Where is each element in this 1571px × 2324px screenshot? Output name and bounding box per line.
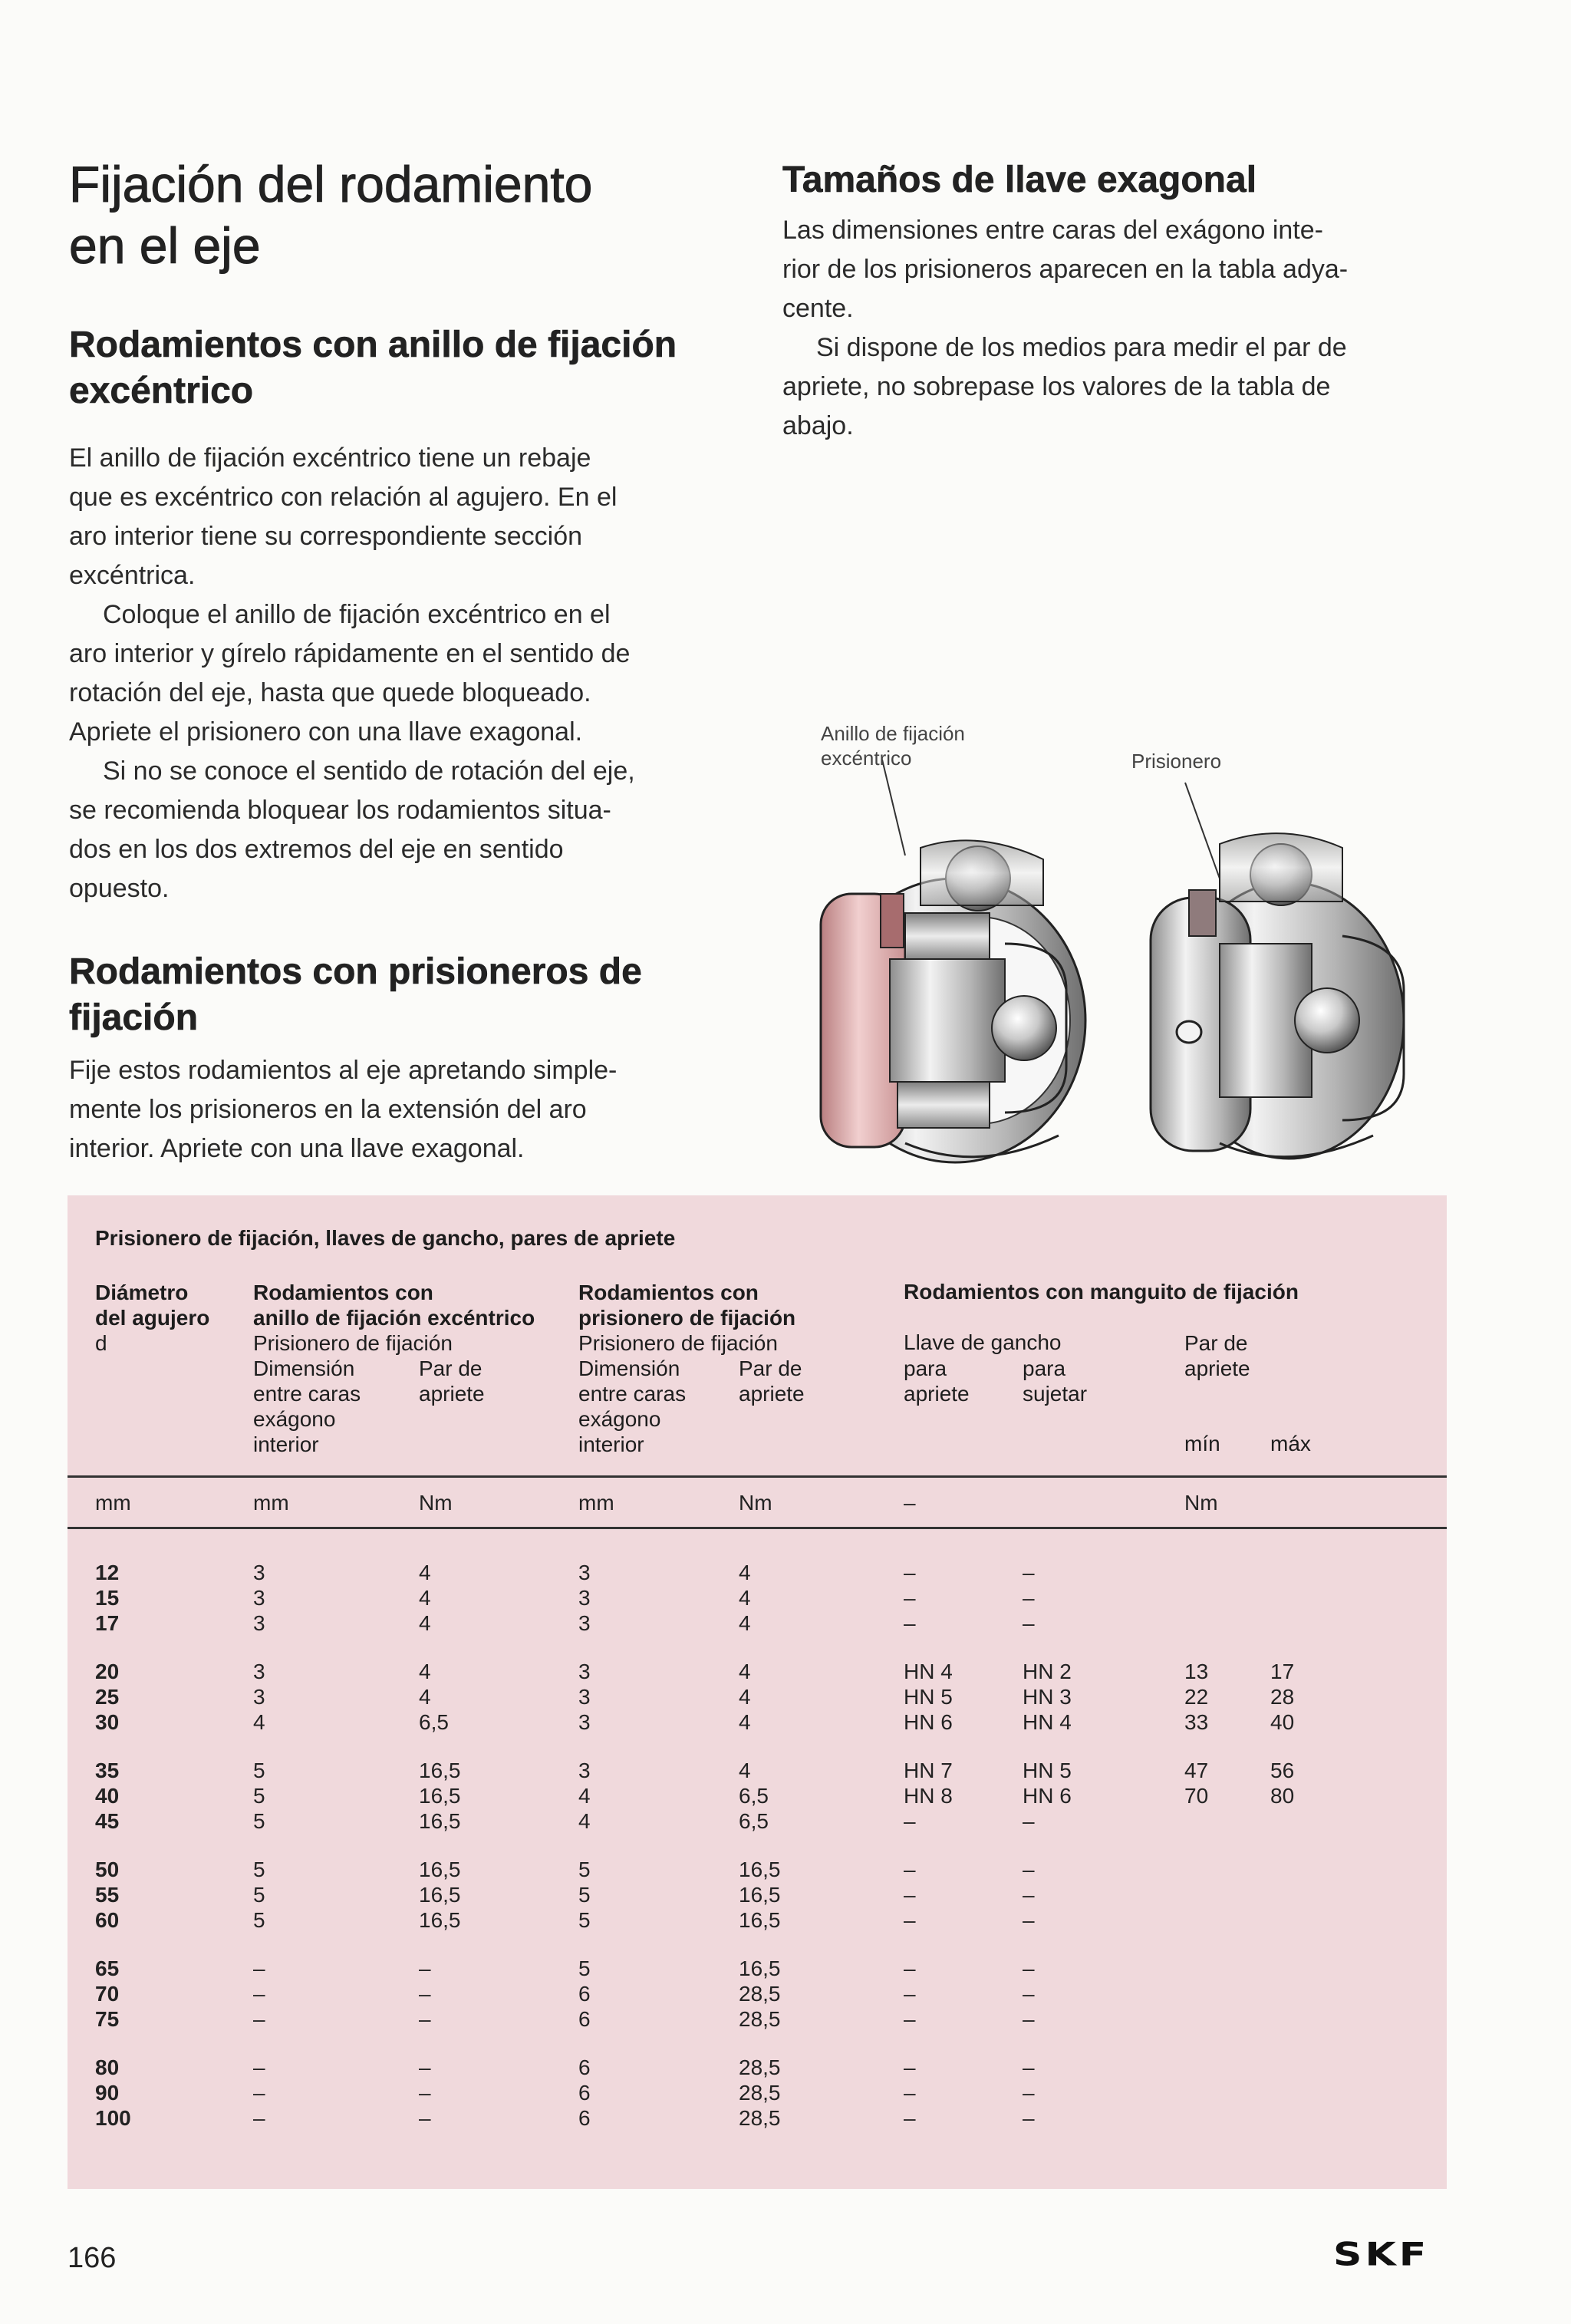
table-cell: –: [1023, 1883, 1035, 1907]
table-cell: 4: [578, 1809, 591, 1833]
table-cell: –: [1023, 2055, 1035, 2079]
header-grub-torque: [739, 1356, 805, 1406]
table-cell: –: [419, 1956, 431, 1980]
header-line: para: [1023, 1356, 1066, 1380]
table-cell: –: [1023, 2081, 1035, 2105]
header-line: del agujero: [95, 1306, 210, 1330]
table-cell: –: [253, 2081, 265, 2105]
table-cell: HN 4: [1023, 1710, 1072, 1734]
table-cell: 4: [419, 1586, 431, 1610]
table-cell: HN 3: [1023, 1685, 1072, 1709]
table-cell: –: [253, 2055, 265, 2079]
table-cell: 16,5: [419, 1784, 461, 1808]
table-cell: 28,5: [739, 2106, 781, 2130]
table-cell: –: [253, 2106, 265, 2130]
table-cell: 12: [95, 1561, 120, 1584]
table-cell: 75: [95, 2007, 120, 2031]
unit-cell: mm: [578, 1491, 614, 1515]
table-cell: 4: [419, 1561, 431, 1584]
table-cell: –: [904, 2007, 916, 2031]
header-line: exágono: [578, 1407, 661, 1431]
table-cell: HN 6: [904, 1710, 953, 1734]
header-line: apriete: [904, 1382, 970, 1406]
header-eccentric-torque: [419, 1356, 485, 1406]
paragraph: [69, 752, 736, 908]
table-cell: –: [1023, 1858, 1035, 1881]
table-cell: –: [1023, 2007, 1035, 2031]
table-cell: 17: [95, 1611, 120, 1635]
page-number: 166: [68, 2242, 117, 2274]
table-cell: HN 2: [1023, 1660, 1072, 1683]
table-cell: 6: [578, 2106, 591, 2130]
table-cell: 40: [95, 1784, 120, 1808]
title-line: en el eje: [69, 217, 261, 274]
table-cell: 16,5: [739, 1908, 781, 1932]
table-cell: 16,5: [419, 1759, 461, 1782]
table-cell: 6: [578, 2055, 591, 2079]
callout-eccentric-collar: [821, 721, 965, 770]
callout-line: Anillo de fijación: [821, 722, 965, 745]
text-line: Las dimensiones entre caras del exágono inte-: [782, 216, 1323, 245]
table-cell: 30: [95, 1710, 120, 1734]
table-cell: 6,5: [739, 1784, 769, 1808]
text-line: Si dispone de los medios para medir el par de: [816, 333, 1347, 362]
table-cell: 50: [95, 1858, 120, 1881]
table-title: Prisionero de fijación, llaves de gancho, pares de apriete: [95, 1226, 676, 1250]
unit-cell: –: [904, 1491, 916, 1515]
header-line: Diámetro: [95, 1281, 189, 1304]
table-cell: –: [904, 1858, 916, 1881]
callout-line: excéntrico: [821, 747, 912, 770]
table-cell: 15: [95, 1586, 120, 1610]
section-body-grub-screws: [69, 1051, 736, 1169]
header-line: entre caras: [253, 1382, 361, 1406]
table-cell: 3: [578, 1759, 591, 1782]
page-title: [69, 153, 759, 276]
header-line: Prisionero de fijación: [253, 1331, 453, 1355]
bearing-eccentric-collar: [821, 840, 1085, 1162]
header-line: apriete: [419, 1382, 485, 1406]
table-cell: 16,5: [739, 1956, 781, 1980]
heading-line: Rodamientos con anillo de fijación: [69, 325, 677, 365]
table-cell: 3: [578, 1611, 591, 1635]
paragraph: [69, 595, 736, 752]
header-rule: [68, 1475, 1447, 1478]
table-cell: 3: [253, 1586, 265, 1610]
table-cell: 16,5: [419, 1908, 461, 1932]
table-cell: 3: [253, 1660, 265, 1683]
table-cell: 35: [95, 1759, 120, 1782]
table-cell: –: [904, 2081, 916, 2105]
table-cell: 4: [419, 1611, 431, 1635]
unit-cell: mm: [95, 1491, 131, 1515]
table-cell: 6: [578, 1982, 591, 2006]
text-line: opuesto.: [69, 874, 170, 903]
table-cell: 5: [578, 1956, 591, 1980]
unit-cell: Nm: [1184, 1491, 1218, 1515]
table-cell: 3: [253, 1685, 265, 1709]
table-cell: –: [1023, 1982, 1035, 2006]
table-cell: 65: [95, 1956, 120, 1980]
text-line: El anillo de fijación excéntrico tiene un rebaje: [69, 443, 591, 473]
table-cell: –: [419, 2081, 431, 2105]
table-cell: 5: [253, 1858, 265, 1881]
table-cell: 16,5: [739, 1858, 781, 1881]
callout-grub-screw: Prisionero: [1131, 750, 1222, 773]
table-cell: –: [904, 1561, 916, 1584]
table-cell: 28,5: [739, 2055, 781, 2079]
paragraph: [782, 328, 1457, 446]
table-cell: 28,5: [739, 2081, 781, 2105]
heading-line: fijación: [69, 997, 199, 1038]
header-line: sujetar: [1023, 1382, 1088, 1406]
table-cell: 28,5: [739, 1982, 781, 2006]
table-cell: 5: [253, 1784, 265, 1808]
table-cell: 28,5: [739, 2007, 781, 2031]
text-line: abajo.: [782, 411, 854, 440]
table-cell: 80: [95, 2055, 120, 2079]
table-cell: –: [1023, 1561, 1035, 1584]
table-cell: 5: [578, 1858, 591, 1881]
table-cell: 55: [95, 1883, 120, 1907]
table-cell: –: [253, 2007, 265, 2031]
table-cell: 4: [739, 1759, 751, 1782]
table-cell: 5: [578, 1908, 591, 1932]
table-cell: 16,5: [739, 1883, 781, 1907]
table-cell: –: [1023, 1956, 1035, 1980]
table-cell: 100: [95, 2106, 131, 2130]
header-line: interior: [253, 1432, 319, 1456]
header-line: para: [904, 1356, 947, 1380]
table-cell: –: [253, 1956, 265, 1980]
table-cell: –: [1023, 1586, 1035, 1610]
header-line: entre caras: [578, 1382, 687, 1406]
table-cell: HN 4: [904, 1660, 953, 1683]
section-body-hex-key: [782, 211, 1457, 446]
table-cell: –: [904, 2106, 916, 2130]
table-cell: 20: [95, 1660, 120, 1683]
table-cell: 4: [253, 1710, 265, 1734]
table-cell: 4: [739, 1586, 751, 1610]
table-cell: 5: [253, 1759, 265, 1782]
header-line: Dimensión: [578, 1356, 680, 1380]
table-cell: 4: [739, 1710, 751, 1734]
table-cell: 3: [578, 1586, 591, 1610]
table-cell: 80: [1270, 1784, 1295, 1808]
header-line: interior: [578, 1432, 644, 1456]
text-line: interior. Apriete con una llave exagonal.: [69, 1134, 525, 1163]
table-cell: 70: [95, 1982, 120, 2006]
section-heading-hex-key: Tamaños de llave exagonal: [782, 160, 1257, 200]
bearing-grub-screw: [1151, 833, 1404, 1159]
text-line: dos en los dos extremos del eje en sentido: [69, 835, 564, 864]
heading-line: excéntrico: [69, 371, 254, 411]
title-line: Fijación del rodamiento: [69, 156, 593, 213]
header-max: máx: [1270, 1432, 1311, 1455]
table-cell: 60: [95, 1908, 120, 1932]
table-cell: –: [904, 1883, 916, 1907]
table-cell: 4: [739, 1611, 751, 1635]
table-cell: 33: [1184, 1710, 1209, 1734]
paragraph: [782, 211, 1457, 328]
text-line: cente.: [782, 294, 854, 323]
table-cell: –: [419, 1982, 431, 2006]
table-cell: HN 6: [1023, 1784, 1072, 1808]
unit-cell: Nm: [739, 1491, 772, 1515]
table-cell: –: [904, 1586, 916, 1610]
header-hook-wrench: Llave de gancho: [904, 1330, 1062, 1354]
table-cell: –: [419, 2055, 431, 2079]
table-cell: 4: [739, 1660, 751, 1683]
header-line: Prisionero de fijación: [578, 1331, 778, 1355]
text-line: rior de los prisioneros aparecen en la tabla adya-: [782, 255, 1349, 284]
table-cell: 22: [1184, 1685, 1209, 1709]
table-cell: 56: [1270, 1759, 1295, 1782]
table-cell: 47: [1184, 1759, 1209, 1782]
table-cell: –: [1023, 1908, 1035, 1932]
table-cell: –: [904, 1956, 916, 1980]
table-cell: 6,5: [739, 1809, 769, 1833]
table-cell: 13: [1184, 1660, 1209, 1683]
table-cell: 3: [578, 1660, 591, 1683]
table-cell: 70: [1184, 1784, 1209, 1808]
heading-line: Rodamientos con prisioneros de: [69, 951, 642, 992]
paragraph: [69, 439, 736, 595]
section-body-eccentric: [69, 439, 736, 908]
table-cell: HN 5: [904, 1685, 953, 1709]
table-cell: 6,5: [419, 1710, 449, 1734]
skf-logo: SKF: [1333, 2237, 1430, 2273]
section-heading-grub-screws: [69, 949, 759, 1041]
text-line: Coloque el anillo de fijación excéntrico en el: [103, 600, 611, 629]
table-cell: HN 7: [904, 1759, 953, 1782]
table-cell: HN 8: [904, 1784, 953, 1808]
text-line: que es excéntrico con relación al agujero. En el: [69, 483, 618, 512]
table-cell: 3: [578, 1710, 591, 1734]
table-cell: –: [1023, 1809, 1035, 1833]
header-line: apriete: [739, 1382, 805, 1406]
table-cell: HN 5: [1023, 1759, 1072, 1782]
text-line: aro interior tiene su correspondiente sección: [69, 522, 583, 551]
table-cell: 3: [253, 1561, 265, 1584]
header-line: Par de: [419, 1356, 482, 1380]
text-line: se recomienda bloquear los rodamientos situa-: [69, 796, 611, 825]
header-sleeve-torque: [1184, 1330, 1250, 1381]
table-cell: 45: [95, 1809, 120, 1833]
table-cell: 17: [1270, 1660, 1295, 1683]
header-line: exágono: [253, 1407, 336, 1431]
header-line: apriete: [1184, 1356, 1250, 1380]
table-cell: –: [904, 2055, 916, 2079]
table-cell: –: [904, 1809, 916, 1833]
table-cell: –: [1023, 2106, 1035, 2130]
header-line: Par de: [739, 1356, 802, 1380]
table-cell: 6: [578, 2081, 591, 2105]
table-cell: 5: [253, 1809, 265, 1833]
specification-table: [68, 1195, 1447, 2189]
unit-cell: mm: [253, 1491, 289, 1515]
table-cell: 90: [95, 2081, 120, 2105]
table-cell: –: [904, 1908, 916, 1932]
text-line: apriete, no sobrepase los valores de la tabla de: [782, 372, 1331, 401]
header-min: mín: [1184, 1432, 1220, 1455]
header-line: Dimensión: [253, 1356, 355, 1380]
text-line: excéntrica.: [69, 561, 196, 590]
table-cell: –: [253, 1982, 265, 2006]
table-cell: 3: [578, 1685, 591, 1709]
text-line: Fije estos rodamientos al eje apretando simple-: [69, 1056, 618, 1085]
header-for-hold: [1023, 1356, 1087, 1406]
header-for-tighten: [904, 1356, 970, 1406]
table-cell: –: [904, 1611, 916, 1635]
table-cell: –: [419, 2106, 431, 2130]
table-cell: 4: [739, 1685, 751, 1709]
units-rule: [68, 1527, 1447, 1529]
table-cell: 16,5: [419, 1858, 461, 1881]
bearing-drawings: [790, 714, 1442, 1174]
header-grub-hex: [578, 1356, 686, 1457]
bearing-illustration: [790, 714, 1442, 1174]
leader-line: [1185, 783, 1220, 879]
table-cell: 25: [95, 1685, 120, 1709]
table-cell: –: [1023, 1611, 1035, 1635]
table-cell: 4: [578, 1784, 591, 1808]
table-cell: 4: [419, 1685, 431, 1709]
header-line: anillo de fijación excéntrico: [253, 1306, 535, 1330]
header-line: Rodamientos con: [253, 1281, 433, 1304]
table-cell: 16,5: [419, 1809, 461, 1833]
header-bore: [95, 1280, 209, 1356]
header-sleeve-group: Rodamientos con manguito de fijación: [904, 1280, 1299, 1304]
text-line: aro interior y gírelo rápidamente en el sentido de: [69, 639, 631, 668]
header-line: prisionero de fijación: [578, 1306, 796, 1330]
header-eccentric-group: [253, 1280, 535, 1356]
section-heading-eccentric: [69, 322, 759, 414]
table-cell: 16,5: [419, 1883, 461, 1907]
header-grub-group: [578, 1280, 795, 1356]
header-line: Par de: [1184, 1331, 1248, 1355]
table-cell: 3: [578, 1561, 591, 1584]
header-eccentric-hex: [253, 1356, 361, 1457]
leader-line: [882, 760, 905, 855]
table-cell: 4: [739, 1561, 751, 1584]
table-cell: 3: [253, 1611, 265, 1635]
table-cell: 4: [419, 1660, 431, 1683]
text-line: Apriete el prisionero con una llave exagonal.: [69, 717, 583, 747]
text-line: rotación del eje, hasta que quede bloqueado.: [69, 678, 591, 707]
unit-cell: Nm: [419, 1491, 453, 1515]
table-cell: –: [904, 1982, 916, 2006]
header-line: d: [95, 1331, 107, 1355]
table-cell: –: [419, 2007, 431, 2031]
table-cell: 5: [253, 1908, 265, 1932]
table-cell: 28: [1270, 1685, 1295, 1709]
table-cell: 40: [1270, 1710, 1295, 1734]
header-line: Rodamientos con: [578, 1281, 759, 1304]
text-line: Si no se conoce el sentido de rotación del eje,: [103, 757, 635, 786]
paragraph: [69, 1051, 736, 1169]
text-line: mente los prisioneros en la extensión del aro: [69, 1095, 587, 1124]
table-cell: 5: [253, 1883, 265, 1907]
table-cell: 6: [578, 2007, 591, 2031]
table-cell: 5: [578, 1883, 591, 1907]
